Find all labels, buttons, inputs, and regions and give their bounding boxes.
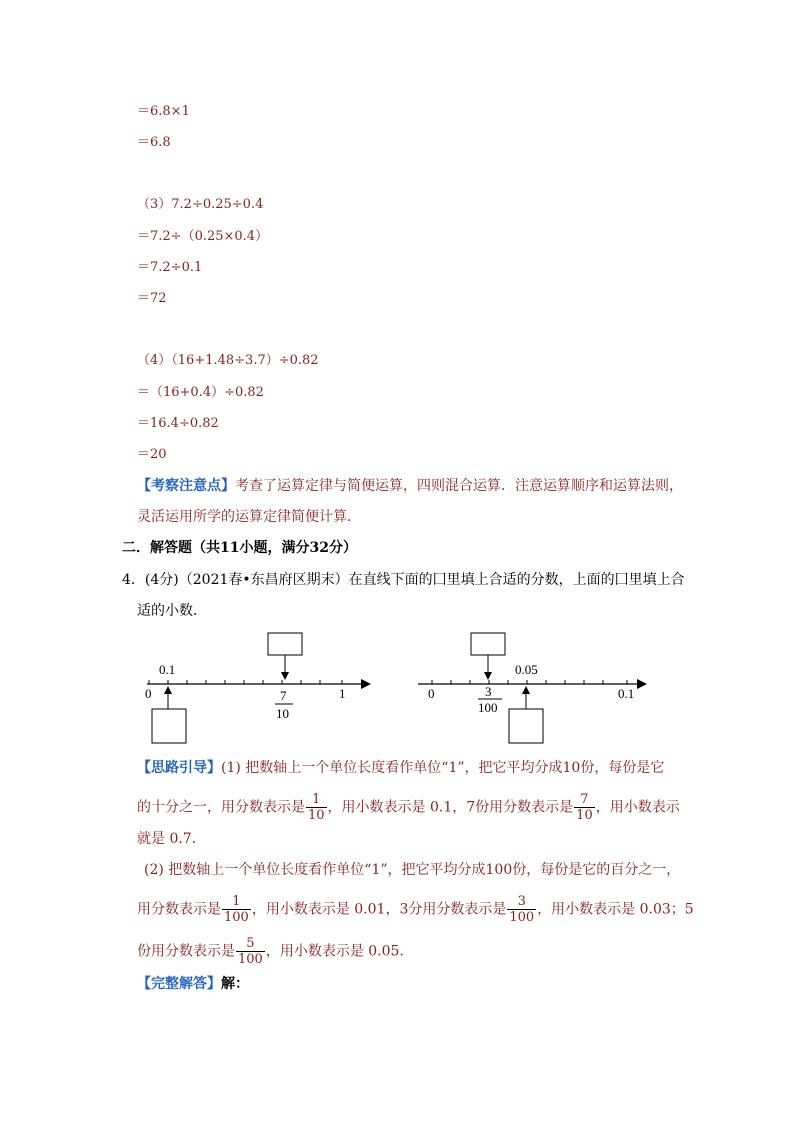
label-zero: 0: [428, 686, 435, 701]
up-arrow-icon: [522, 686, 530, 694]
number-line-right: [412, 628, 662, 748]
answer-box-bottom[interactable]: [509, 709, 543, 743]
hint-line-4: (2) 把数轴上一个单位长度看作单位“1”，把它平均分成100份，每份是它的百分之一，: [144, 862, 681, 878]
hint-line-3: 就是 0.7．: [137, 831, 206, 847]
frac-num: 7: [280, 688, 287, 703]
axis-arrow-icon: [361, 679, 371, 689]
note-line-1: [137, 476, 683, 496]
hint-text: ，用小数表示是 0.05．: [265, 943, 414, 960]
hint-text: 用分数表示是: [137, 901, 221, 918]
hint-text: ，用小数表示是 0.01，3分用分数表示是: [251, 901, 507, 918]
hint-line-6: [137, 936, 413, 967]
frac-den: 100: [509, 910, 535, 925]
answer-box-top[interactable]: [471, 633, 505, 655]
fraction: [507, 894, 536, 925]
frac-den: 10: [308, 808, 325, 823]
section-title: 二．解答题（共11小题，满分32分）: [122, 540, 357, 556]
frac-den: 100: [238, 952, 263, 967]
step-line: ＝6.8×1: [137, 104, 190, 119]
up-arrow-icon: [164, 686, 172, 694]
hint-line-2: [137, 792, 680, 823]
step-line: （3）7.2÷0.25÷0.4: [137, 197, 264, 212]
down-arrow-icon: [484, 672, 492, 680]
frac-den: 100: [478, 700, 498, 715]
answer-box-top[interactable]: [268, 633, 302, 655]
step-line: ＝（16+0.4）÷0.82: [137, 385, 264, 400]
hint-text: ，用小数表示: [595, 799, 680, 816]
frac-num: 1: [306, 792, 327, 808]
question-line-2: 适的小数．: [137, 603, 207, 619]
step-line: ＝20: [137, 447, 167, 462]
question-source: （2021春•东昌府区期末）: [178, 572, 349, 588]
fraction: [236, 936, 265, 967]
step-line: ＝7.2÷（0.25×0.4）: [137, 229, 269, 244]
label-top: 0.05: [515, 662, 538, 677]
note-tag: 【考察注意点】: [137, 478, 235, 494]
label-end: 0.1: [618, 686, 635, 701]
frac-num: 7: [574, 792, 595, 808]
step-line: ＝7.2÷0.1: [137, 260, 203, 275]
step-line: ＝6.8: [137, 135, 171, 150]
hint-text: 的十分之一，用分数表示是: [137, 799, 305, 816]
hint-text: (1) 把数轴上一个单位长度看作单位“1”，把它平均分成10份，每份是它: [221, 760, 665, 776]
number-line-left: [135, 628, 385, 748]
label-top: 0.1: [159, 662, 176, 677]
hint-text: ，用小数表示是 0.03；5: [537, 901, 694, 918]
hint-line-1: [137, 758, 664, 778]
step-line: ＝16.4÷0.82: [137, 416, 219, 431]
frac-num: 3: [507, 894, 536, 910]
answer-tag: 【完整解答】: [137, 976, 221, 992]
frac-den: 10: [576, 808, 593, 823]
answer-text: 解：: [221, 976, 249, 992]
hint-tag: 【思路引导】: [137, 760, 221, 776]
step-line: （4）（16+1.48÷3.7）÷0.82: [137, 353, 319, 368]
axis-arrow-icon: [637, 679, 647, 689]
hint-line-5: [137, 894, 694, 925]
step-line: ＝72: [137, 291, 167, 306]
label-zero: 0: [145, 686, 152, 701]
fraction: [574, 792, 595, 823]
frac-den: 10: [276, 706, 289, 721]
fraction: [222, 894, 251, 925]
down-arrow-icon: [281, 672, 289, 680]
note-line-2: 灵活运用所学的运算定律简便计算．: [137, 509, 361, 525]
question-text: 在直线下面的囗里填上合适的分数，上面的囗里填上合: [348, 572, 685, 588]
question-head: 4．(4分): [122, 572, 179, 588]
hint-text: ，用小数表示是 0.1，7份用分数表示是: [327, 799, 574, 816]
label-one: 1: [339, 686, 346, 701]
hint-text: 份用分数表示是: [137, 943, 235, 960]
note-text: 考查了运算定律与简便运算，四则混合运算．注意运算顺序和运算法则，: [235, 478, 683, 494]
frac-num: 3: [485, 684, 492, 699]
fraction: [306, 792, 327, 823]
answer-box-bottom[interactable]: [152, 709, 186, 743]
question-line-1: [122, 570, 685, 590]
frac-num: 1: [222, 894, 251, 910]
frac-den: 100: [224, 910, 249, 925]
answer-line: [137, 974, 249, 994]
frac-num: 5: [236, 936, 265, 952]
